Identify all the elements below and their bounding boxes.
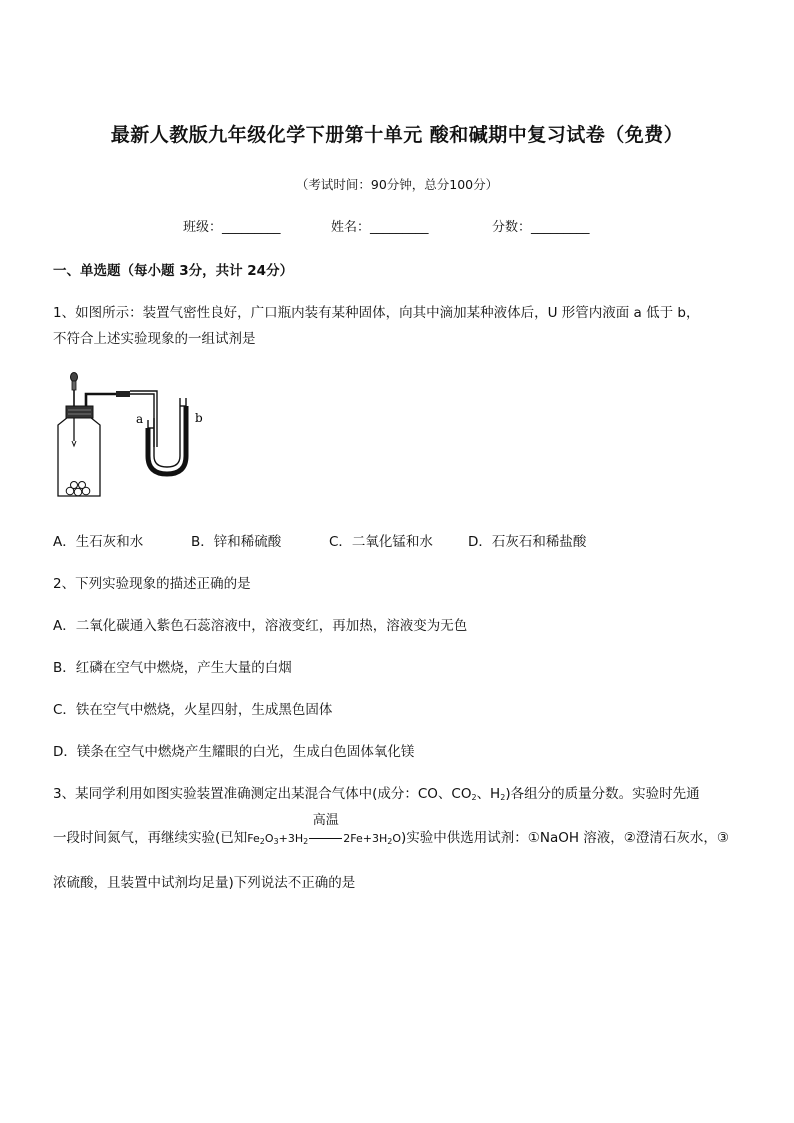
label-a: a [136,412,144,426]
rubber-joint [116,391,130,397]
label-b: b [195,411,203,425]
stopper [66,406,93,418]
q2-option-b[interactable]: B．红磷在空气中燃烧，产生大量的白烟 [53,660,292,676]
equation-lhs: $Fe_2O_3+3H_2$ [247,832,309,846]
q1-stem-line2: 不符合上述实验现象的一组试剂是 [53,331,256,347]
page-title: 最新人教版九年级化学下册第十单元 酸和碱期中复习试卷（免费） [110,124,684,146]
q3-stem-line3: 浓硫酸，且装置中试剂均足量)下列说法不正确的是 [53,875,356,891]
equation-rhs: $2Fe+3H_2O$ [343,832,401,846]
q2-stem: 2、下列实验现象的描述正确的是 [53,576,251,592]
q1-option-a[interactable]: A．生石灰和水 [53,534,144,550]
q3-stem-line1: 3、某同学利用如图实验装置准确测定出某混合气体中(成分：CO、$CO_2$、$H_2$)各组分的质量分数。实验时先通 [53,786,700,802]
q2-option-d[interactable]: D．镁条在空气中燃烧产生耀眼的白光，生成白色固体氧化镁 [53,744,415,760]
q3-stem-line2: 一段时间氮气，再继续实验(已知$Fe_2O_3+3H_2$ 高温 $2Fe+3H_2O$)实验中供选用试剂：①NaOH 溶液，②澄清石灰水，③ [53,813,729,846]
apparatus-diagram [50,368,220,503]
q1-option-b[interactable]: B．锌和稀硫酸 [191,534,282,550]
section-heading: 一、单选题（每小题 3分，共计 24分） [53,263,294,279]
score-field: 分数：_________ [492,220,590,235]
dropper-bulb [71,373,78,382]
exam-subtitle: （考试时间：90分钟，总分100分） [295,177,499,192]
outlet-tube [86,394,118,406]
q1-stem-line1: 1、如图所示：装置气密性良好，广口瓶内装有某种固体，向其中滴加某种液体后，U 形管内液面 a 低于 b， [53,305,700,321]
q2-option-c[interactable]: C．铁在空气中燃烧，火星四射，生成黑色固体 [53,702,333,718]
reaction-condition: 高温 [308,830,343,846]
q2-option-a[interactable]: A．二氧化碳通入紫色石蕊溶液中，溶液变红，再加热，溶液变为无色 [53,618,468,634]
q1-option-c[interactable]: C．二氧化锰和水 [329,534,433,550]
name-field: 姓名：_________ [331,220,429,235]
class-field: 班级：_________ [183,220,281,235]
q1-option-d[interactable]: D．石灰石和稀盐酸 [468,534,587,550]
